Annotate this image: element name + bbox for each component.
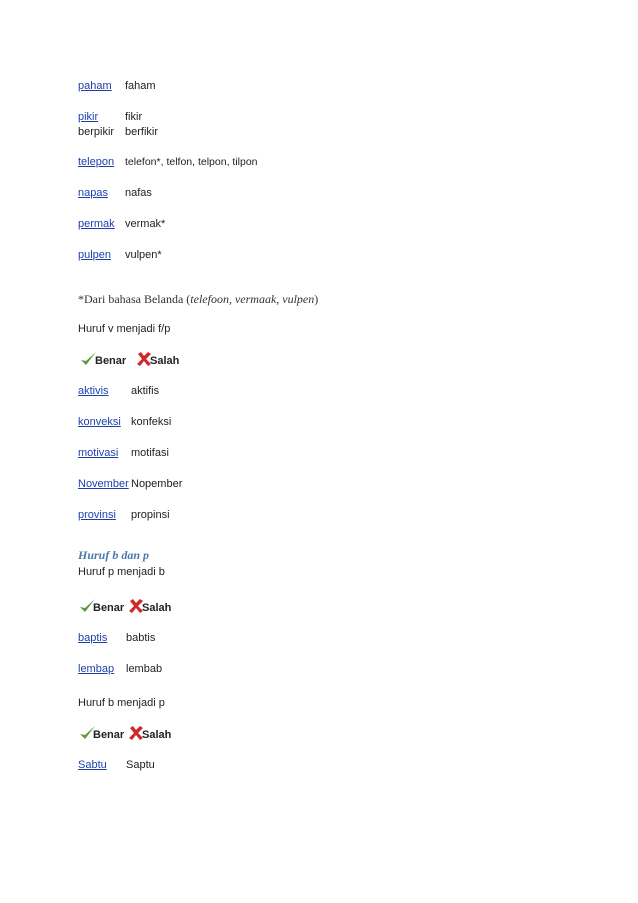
word-pair-row [78, 156, 258, 169]
nonstandard-word: aktifis [131, 385, 160, 397]
nonstandard-word: nafas [125, 187, 152, 199]
word-pair-row [78, 478, 182, 491]
nonstandard-word: lembab [126, 663, 163, 675]
nonstandard-word: babtis [126, 632, 156, 644]
nonstandard-word: propinsi [131, 509, 170, 521]
benar-label: Benar [95, 355, 127, 367]
benar-label: Benar [93, 729, 125, 741]
salah-label: Salah [142, 729, 172, 741]
nonstandard-word: motifasi [131, 447, 169, 459]
benar-salah-legend [76, 596, 176, 616]
standard-word: paham [78, 80, 112, 92]
standard-word: berpikir [78, 126, 115, 138]
section-heading: Huruf b dan p [78, 548, 150, 562]
word-pair-row [78, 111, 142, 124]
nonstandard-word: konfeksi [131, 416, 172, 428]
standard-word: permak [78, 218, 115, 230]
standard-word: pulpen [78, 249, 112, 261]
nonstandard-word: Saptu [126, 759, 155, 771]
rule-intro: Huruf b menjadi p [78, 697, 165, 709]
standard-word: aktivis [78, 385, 109, 397]
word-pair-row [78, 80, 156, 93]
origin-note-words: telefoon, vermaak, vulpen [190, 292, 315, 306]
word-pair-row [78, 632, 155, 645]
word-pair-row [78, 759, 155, 772]
origin-note-prefix: *Dari bahasa Belanda [78, 292, 184, 306]
word-pair-row [78, 126, 158, 139]
rule-intro: Huruf p menjadi b [78, 566, 165, 578]
nonstandard-word: Nopember [131, 478, 183, 490]
origin-note-close: ) [314, 292, 319, 306]
standard-word: konveksi [78, 416, 121, 428]
origin-note [78, 292, 318, 307]
nonstandard-word: berfikir [125, 126, 159, 138]
word-pair-row [78, 218, 165, 231]
standard-word: pikir [78, 111, 99, 123]
word-pair-row [78, 249, 162, 262]
nonstandard-word: faham [125, 80, 156, 92]
salah-label: Salah [150, 355, 180, 367]
benar-salah-legend [76, 349, 196, 369]
word-pair-row [78, 187, 152, 200]
salah-label: Salah [142, 602, 172, 614]
word-pair-row [78, 416, 171, 429]
standard-word: baptis [78, 632, 108, 644]
nonstandard-word: telefon*, telfon, telpon, tilpon [125, 156, 258, 168]
word-pair-row [78, 385, 159, 398]
benar-label: Benar [93, 602, 125, 614]
nonstandard-word: vermak* [125, 218, 166, 230]
word-pair-row [78, 447, 169, 460]
standard-word: provinsi [78, 509, 116, 521]
origin-note-open: ( [186, 292, 191, 306]
standard-word: Sabtu [78, 759, 107, 771]
standard-word: napas [78, 187, 108, 199]
nonstandard-word: vulpen* [125, 249, 162, 261]
standard-word: lembap [78, 663, 115, 675]
rule-intro: Huruf v menjadi f/p [78, 323, 171, 335]
standard-word: November [78, 478, 129, 490]
nonstandard-word: fikir [125, 111, 143, 123]
word-pair-row [78, 509, 170, 522]
standard-word: motivasi [78, 447, 119, 459]
word-pair-row [78, 663, 162, 676]
standard-word: telepon [78, 156, 115, 168]
benar-salah-legend [76, 723, 176, 743]
